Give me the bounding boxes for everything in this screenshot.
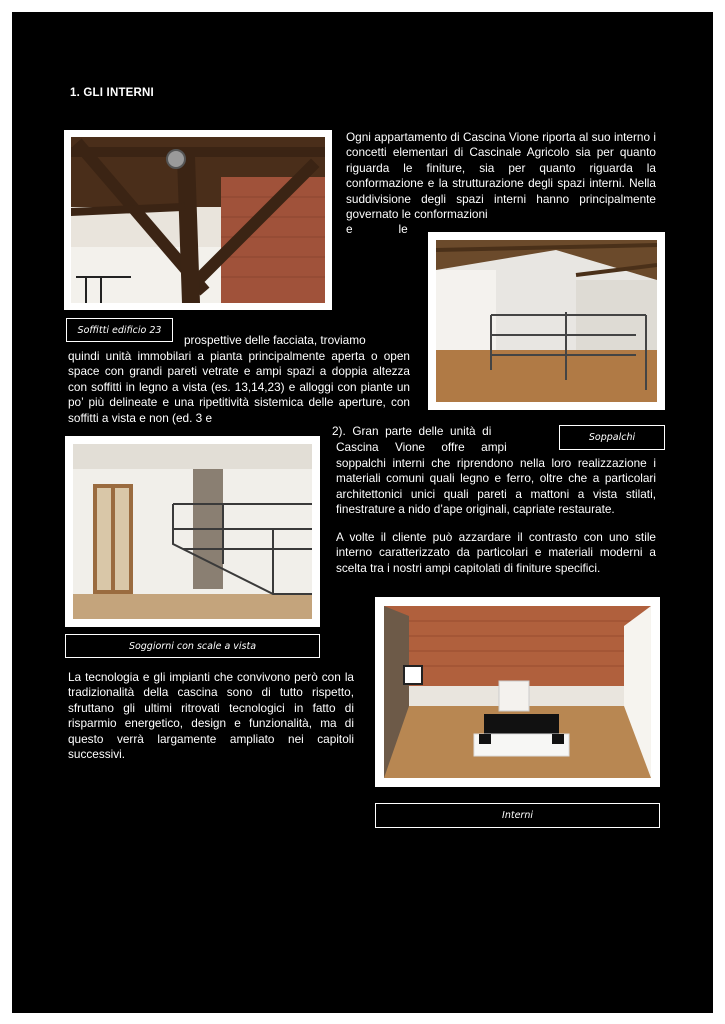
- caption-soffitti: Soffitti edificio 23: [66, 318, 173, 342]
- paragraph-intro: Ogni appartamento di Cascina Vione riporta al suo interno i concetti elementari di Cascinale Agricolo sia per quanto riguarda le finiture, sia per quanto riguarda la conformazione e la strutturazione degli spazi interni. Nella suddivisione degli spazi interni hanno principalmente governato le conformazioni: [346, 130, 656, 222]
- paragraph-mezzanine-second: Cascina Vione offre ampi: [336, 440, 507, 454]
- caption-soggiorni: Soggiorni con scale a vista: [65, 634, 320, 658]
- paragraph-technology: La tecnologia e gli impianti che convivono però con la tradizionalità della cascina sono di tutto rispetto, sfruttano gli ultimi ritrovati tecnologici in fatto di risparmio energetico, design e funzionalità, ma di questo verrà largamente ampliato nei capitoli successivi.: [68, 670, 354, 762]
- photo-mezzanine: [428, 232, 665, 410]
- paragraph-facade-first: prospettive delle facciata, troviamo: [184, 333, 366, 347]
- caption-soppalchi: Soppalchi: [559, 425, 665, 450]
- paragraph-mezzanine: soppalchi interni che riprendono nella loro realizzazione i materiali comuni quali legno e ferro, oltre che a particolari architettonici unici quali pareti a mattoni a vista stilati, finestrature a nido d’ape originali, capriate restaurate.: [336, 456, 656, 517]
- paragraph-intro-last: e le: [346, 222, 408, 236]
- paragraph-modern: A volte il cliente può azzardare il contrasto con uno stile interno caratterizzato da particolari e materiali moderni a scelta tra i nostri ampi capitolati di finiture specifici.: [336, 530, 656, 575]
- paragraph-mezzanine-first: 2). Gran parte delle unità di: [332, 424, 492, 438]
- section-heading: 1. GLI INTERNI: [70, 87, 154, 99]
- paragraph-facade: quindi unità immobilari a pianta principalmente aperta o open space con grandi pareti vetrate e ampi spazi a doppia altezza con soffitti in legno a vista (es. 13,14,23) e alloggi con piante un po’ più delineate e una ripetitività sistemica delle aperture, con soffitti a vista e non (ed. 3 e: [68, 349, 410, 425]
- caption-interni: Interni: [375, 803, 660, 828]
- photo-staircase: [65, 436, 320, 627]
- photo-roof-trusses: [64, 130, 332, 310]
- photo-living-room: [375, 597, 660, 787]
